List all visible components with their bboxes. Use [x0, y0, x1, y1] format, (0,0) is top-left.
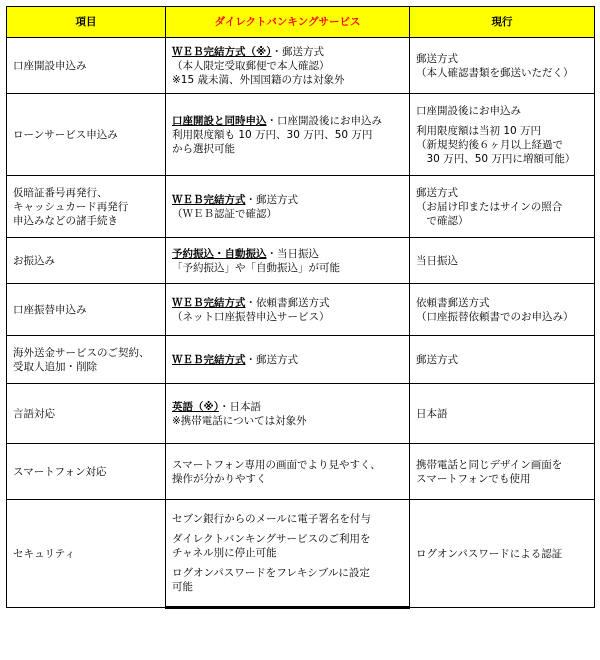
direct-cell [166, 336, 410, 384]
current-cell [410, 176, 595, 238]
current-cell [410, 384, 595, 444]
item-text: 申込みなどの諸手続き [13, 214, 118, 227]
current-text: （お届け印またはサインの照合 [416, 200, 563, 213]
direct-text: ※15 歳未満、外国国籍の方は対象外 [172, 73, 345, 86]
current-text: 郵送方式 [416, 186, 458, 199]
header-current: 現行 [410, 7, 595, 38]
table-row [7, 176, 595, 238]
highlight-text: ＷＥＢ完結方式 [172, 193, 246, 206]
item-text: お振込み [13, 254, 55, 267]
direct-text: チャネル別に停止可能 [172, 547, 277, 559]
direct-text: ＷＥＢ完結方式・郵送方式 [172, 353, 298, 366]
item-text: 口座振替申込み [13, 303, 87, 316]
current-text: 携帯電話と同じデザイン画面を [416, 458, 563, 471]
current-cell [410, 500, 595, 608]
direct-text: 操作が分かりやすく [172, 472, 267, 485]
item-text: 受取人追加・削除 [13, 360, 97, 373]
current-text: 郵送方式 [416, 353, 458, 366]
direct-text: 利用限度額も 10 万円、30 万円、50 万円 [172, 128, 373, 141]
current-text: で確認） [416, 214, 469, 227]
direct-text: （本人限定受取郵便で本人確認） [172, 59, 330, 72]
table-row [7, 384, 595, 444]
item-cell [7, 38, 166, 94]
item-cell [7, 94, 166, 176]
current-cell [410, 284, 595, 336]
highlight-text: ＷＥＢ完結方式 [172, 353, 246, 366]
direct-text: 予約振込・自動振込・当日振込 [172, 247, 319, 260]
direct-text: ＷＥＢ完結方式・依頼書郵送方式 [172, 296, 330, 309]
item-cell [7, 336, 166, 384]
highlight-text: 予約振込・自動振込 [172, 247, 267, 260]
item-cell [7, 284, 166, 336]
current-cell [410, 336, 595, 384]
item-text: ローンサービス申込み [13, 128, 118, 141]
current-cell [410, 444, 595, 500]
table-row [7, 284, 595, 336]
current-text: スマートフォンでも使用 [416, 472, 531, 485]
item-cell [7, 238, 166, 284]
direct-cell [166, 94, 410, 176]
current-text: 日本語 [416, 407, 448, 420]
table-row [7, 94, 595, 176]
current-text: 30 万円、50 万円に増額可能） [416, 152, 576, 165]
item-text: セキュリティ [13, 547, 75, 560]
direct-cell [166, 176, 410, 238]
direct-text: 可能 [172, 581, 193, 593]
item-cell [7, 500, 166, 608]
direct-cell [166, 384, 410, 444]
item-text: 口座開設申込み [13, 59, 87, 72]
current-cell [410, 38, 595, 94]
current-text: 依頼書郵送方式 [416, 296, 490, 309]
current-text: 利用限度額は当初 10 万円 [416, 124, 542, 137]
highlight-text: ＷＥＢ完結方式（※） [172, 45, 272, 58]
direct-text: 英語（※）・日本語 [172, 400, 261, 413]
item-text: 海外送金サービスのご契約、 [13, 346, 150, 359]
direct-cell [166, 284, 410, 336]
table-row [7, 500, 595, 608]
direct-text: セブン銀行からのメールに電子署名を付与 [172, 513, 371, 525]
table-row [7, 38, 595, 94]
item-text: 仮暗証番号再発行、 [13, 186, 108, 199]
direct-text: （ＷＥＢ認証で確認） [172, 207, 277, 220]
direct-cell [166, 38, 410, 94]
direct-text: （ネット口座振替申込サービス） [172, 310, 330, 323]
current-text: 当日振込 [416, 254, 458, 267]
header-direct-banking: ダイレクトバンキングサービス [166, 7, 410, 38]
highlight-text: 英語（※） [172, 400, 219, 413]
direct-text: ＷＥＢ完結方式・郵送方式 [172, 193, 298, 206]
current-text: 郵送方式 [416, 52, 458, 65]
direct-text: ＷＥＢ完結方式（※）・郵送方式 [172, 45, 324, 58]
direct-cell [166, 444, 410, 500]
direct-text: 「予約振込」や「自動振込」が可能 [172, 261, 340, 274]
direct-text: スマートフォン専用の画面でより見やすく、 [172, 458, 381, 471]
direct-text: ※携帯電話については対象外 [172, 414, 307, 427]
current-cell [410, 238, 595, 284]
highlight-text: 口座開設と同時申込 [172, 114, 267, 127]
table-row [7, 444, 595, 500]
item-cell [7, 176, 166, 238]
current-text: （口座振替依頼書でのお申込み） [416, 310, 574, 323]
direct-text: ダイレクトバンキングサービスのご利用を [172, 533, 371, 545]
current-text: （本人確認書類を郵送いただく） [416, 66, 574, 79]
table-body [7, 38, 595, 608]
table-row [7, 336, 595, 384]
table-header-row [7, 7, 595, 38]
current-cell [410, 94, 595, 176]
direct-text: 口座開設と同時申込・口座開設後にお申込み [172, 114, 382, 127]
header-item: 項目 [7, 7, 166, 38]
table-row [7, 238, 595, 284]
item-text: 言語対応 [13, 407, 55, 420]
item-text: スマートフォン対応 [13, 465, 107, 478]
current-text: ログオンパスワードによる認証 [416, 547, 563, 560]
item-cell [7, 444, 166, 500]
direct-cell [166, 500, 410, 608]
highlight-text: ＷＥＢ完結方式 [172, 296, 246, 309]
item-cell [7, 384, 166, 444]
comparison-table [6, 6, 595, 609]
item-text: キャッシュカード再発行 [13, 200, 129, 213]
direct-cell [166, 238, 410, 284]
direct-text: から選択可能 [172, 142, 235, 155]
current-text: （新規契約後６ヶ月以上経過で [416, 138, 563, 151]
current-text: 口座開設後にお申込み [416, 104, 521, 117]
direct-text: ログオンパスワードをフレキシブルに設定 [172, 567, 370, 579]
